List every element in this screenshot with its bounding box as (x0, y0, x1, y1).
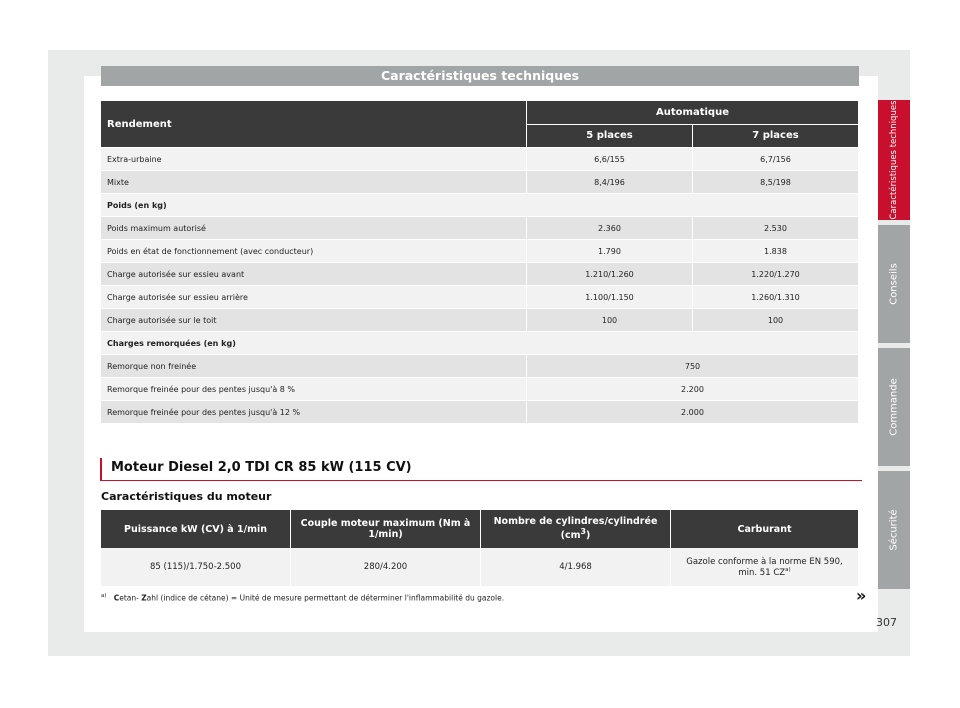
col-header-cylindres (481, 510, 671, 548)
cylindres-label: Nombre de cylindres/cylindrée (cm (493, 516, 658, 542)
table-row (101, 171, 859, 194)
value-7-places: 8,5/198 (693, 171, 859, 194)
page-number: 307 (876, 616, 897, 629)
value-merged: 750 (527, 355, 859, 378)
value-cylindres: 4/1.968 (481, 548, 671, 586)
value-5-places: 1.210/1.260 (527, 263, 693, 286)
row-label: Remorque non freinée (101, 355, 527, 378)
value-couple: 280/4.200 (291, 548, 481, 586)
value-merged: 2.200 (527, 378, 859, 401)
row-label: Remorque freinée pour des pentes jusqu'à 8 % (101, 378, 527, 401)
table-row (101, 548, 859, 586)
value-5-places: 2.360 (527, 217, 693, 240)
engine-subtitle: Caractéristiques du moteur (101, 490, 272, 503)
value-puissance: 85 (115)/1.750-2.500 (101, 548, 291, 586)
value-5-places: 8,4/196 (527, 171, 693, 194)
row-label: Charge autorisée sur le toit (101, 309, 527, 332)
page-header: Caractéristiques techniques (101, 66, 859, 86)
section-row (101, 332, 859, 355)
table-row (101, 355, 859, 378)
cylindres-superscript: 3 (580, 527, 587, 537)
footnote-z: Z (141, 593, 147, 603)
footnote-c: C (113, 593, 120, 603)
row-label: Poids maximum autorisé (101, 217, 527, 240)
value-merged: 2.000 (527, 401, 859, 424)
table-row (101, 217, 859, 240)
carburant-text: Gazole conforme à la norme EN 590, min. 51 CZ (686, 556, 843, 578)
tab-conseils[interactable] (878, 225, 910, 343)
footnote-c-rest: etan- (119, 593, 142, 603)
row-label: Charge autorisée sur essieu arrière (101, 286, 527, 309)
next-page-arrow-icon[interactable]: » (856, 586, 867, 605)
table-row (101, 240, 859, 263)
value-7-places: 1.260/1.310 (693, 286, 859, 309)
col-header-puissance: Puissance kW (CV) à 1/min (101, 510, 291, 548)
table-row (101, 148, 859, 171)
value-7-places: 1.220/1.270 (693, 263, 859, 286)
table-row (101, 309, 859, 332)
tab-label: Conseils (888, 263, 900, 305)
section-row (101, 194, 859, 217)
value-7-places: 6,7/156 (693, 148, 859, 171)
value-5-places: 6,6/155 (527, 148, 693, 171)
section-label: Poids (en kg) (101, 194, 859, 217)
spec-table (101, 101, 859, 424)
value-7-places: 1.838 (693, 240, 859, 263)
row-label: Mixte (101, 171, 527, 194)
engine-section-heading (100, 458, 862, 481)
table-row (101, 263, 859, 286)
col-header-couple: Couple moteur maximum (Nm à 1/min) (291, 510, 481, 548)
footnote-reference: a) (785, 566, 791, 573)
value-7-places: 2.530 (693, 217, 859, 240)
row-label: Remorque freinée pour des pentes jusqu'à 12 % (101, 401, 527, 424)
value-5-places: 1.790 (527, 240, 693, 263)
engine-title: Moteur Diesel 2,0 TDI CR 85 kW (115 CV) (111, 460, 412, 475)
row-label: Charge autorisée sur essieu avant (101, 263, 527, 286)
section-label: Charges remorquées (en kg) (101, 332, 859, 355)
col-header-automatique: Automatique (527, 101, 859, 125)
value-7-places: 100 (693, 309, 859, 332)
cylindres-label-end: ) (586, 530, 591, 542)
footnote (101, 593, 504, 603)
tab-label: Commande (888, 378, 900, 436)
table-row (101, 378, 859, 401)
value-5-places: 1.100/1.150 (527, 286, 693, 309)
engine-table (101, 510, 859, 586)
tab-commande[interactable] (878, 348, 910, 466)
footnote-text: ahl (indice de cétane) = Unité de mesure permettant de déterminer l'inflammabilité du gazole. (146, 593, 505, 603)
col-header-rendement: Rendement (101, 101, 527, 148)
col-header-5-places: 5 places (527, 125, 693, 149)
table-row (101, 286, 859, 309)
tab-label: Caractéristiques techniques (889, 100, 899, 220)
col-header-carburant: Carburant (671, 510, 859, 548)
row-label: Extra-urbaine (101, 148, 527, 171)
col-header-7-places: 7 places (693, 125, 859, 149)
footnote-marker: a) (101, 593, 107, 599)
tab-label: Sécurité (888, 509, 900, 551)
table-row (101, 401, 859, 424)
tab-caracteristiques-techniques[interactable] (878, 100, 910, 220)
row-label: Poids en état de fonctionnement (avec conducteur) (101, 240, 527, 263)
value-carburant (671, 548, 859, 586)
tab-securite[interactable] (878, 471, 910, 589)
value-5-places: 100 (527, 309, 693, 332)
